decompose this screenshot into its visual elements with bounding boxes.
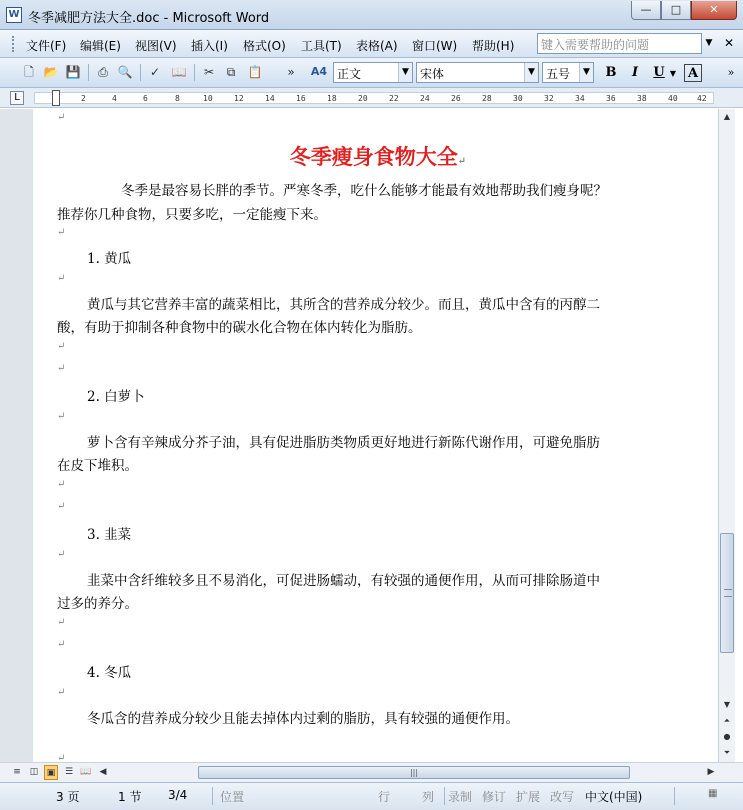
item-line-2: 在皮下堆积。 (57, 458, 138, 474)
toolbar-separator (88, 64, 89, 81)
ruler-tick: 34 (575, 94, 585, 103)
horizontal-scroll-thumb[interactable]: ||| (198, 766, 630, 779)
select-browse-object-icon[interactable]: ● (723, 732, 731, 741)
outline-view-icon[interactable]: ☰ (64, 767, 74, 777)
status-position: 位置 (220, 790, 245, 804)
help-dropdown-arrow-icon[interactable]: ▼ (705, 38, 713, 48)
reading-layout-view-icon[interactable]: 📖 (80, 767, 92, 777)
vertical-scrollbar[interactable] (718, 109, 735, 762)
bold-button[interactable]: B (605, 65, 617, 80)
toolbar-separator (140, 64, 141, 81)
font-size-select[interactable] (542, 62, 594, 83)
window-title: 冬季减肥方法大全.doc - Microsoft Word (28, 11, 270, 26)
paragraph-mark: ↵ (57, 227, 66, 238)
scroll-up-icon[interactable]: ▲ (723, 112, 731, 121)
status-line: 行 (378, 790, 391, 804)
research-icon[interactable]: 📖 (171, 65, 187, 79)
italic-button[interactable]: I (631, 65, 639, 80)
menu-help[interactable]: 帮助(H) (472, 39, 515, 53)
status-bar (0, 782, 743, 810)
maximize-button[interactable]: □ (661, 1, 691, 20)
print-layout-view-icon[interactable]: ▣ (44, 765, 58, 780)
new-document-icon[interactable]: 🗋 (24, 65, 34, 79)
menu-edit[interactable]: 编辑(E) (80, 39, 121, 53)
menu-format[interactable]: 格式(O) (243, 39, 286, 53)
paragraph-mark: ↵ (57, 639, 66, 650)
print-preview-icon[interactable]: 🔍 (117, 65, 133, 79)
status-column: 列 (422, 790, 435, 804)
style-value: 正文 (337, 67, 362, 81)
style-dropdown-arrow-icon[interactable]: ▼ (398, 63, 412, 82)
item-heading: 4. 冬瓜 (87, 665, 132, 681)
menu-window[interactable]: 窗口(W) (412, 39, 458, 53)
vertical-scroll-thumb[interactable] (720, 533, 734, 653)
status-section: 1 节 (118, 790, 142, 804)
status-separator (444, 787, 445, 805)
status-extend[interactable]: 扩展 (516, 790, 541, 804)
help-search-input[interactable]: 键入需要帮助的问题 (537, 33, 702, 54)
underline-button[interactable]: U (653, 65, 665, 80)
font-dropdown-arrow-icon[interactable]: ▼ (524, 63, 538, 82)
paragraph-mark: ↵ (57, 479, 66, 490)
title-bar (0, 0, 743, 30)
ruler-tick: 28 (482, 94, 492, 103)
menu-table[interactable]: 表格(A) (356, 39, 398, 53)
styles-formatting-icon[interactable]: A4 (310, 65, 328, 78)
save-icon[interactable]: 💾 (65, 65, 81, 79)
font-select[interactable] (416, 62, 539, 83)
paragraph-mark: ↵ (57, 341, 66, 352)
normal-view-icon[interactable]: ≡ (13, 767, 21, 777)
menu-view[interactable]: 视图(V) (135, 39, 177, 53)
scroll-right-icon[interactable]: ▶ (707, 767, 715, 777)
intro-line-1: 冬季是最容易长胖的季节。严寒冬季，吃什么能够才能最有效地帮助我们瘦身呢？ (121, 183, 607, 199)
menu-file[interactable]: 文件(F) (26, 39, 67, 53)
intro-line-2: 推荐你几种食物，只要多吃，一定能瘦下来。 (57, 207, 327, 223)
ruler-tick: 20 (358, 94, 368, 103)
item-line-1: 冬瓜含的营养成分较少且能去掉体内过剩的脂肪，具有较强的通便作用。 (87, 711, 519, 727)
font-size-dropdown-arrow-icon[interactable]: ▼ (579, 63, 593, 82)
paragraph-mark: ↵ (57, 753, 66, 762)
ruler-tick: 36 (606, 94, 616, 103)
web-layout-view-icon[interactable]: ◫ (29, 767, 39, 777)
next-page-icon[interactable]: ⏷ (723, 748, 731, 757)
horizontal-scrollbar[interactable] (0, 762, 743, 782)
paragraph-mark: ↵ (57, 411, 66, 422)
document-title-text: 冬季瘦身食物大全 (289, 144, 458, 169)
status-page: 3 页 (56, 790, 80, 804)
document-page[interactable] (33, 109, 718, 762)
ruler-tick: 40 (668, 94, 678, 103)
ruler-tick: 22 (389, 94, 399, 103)
status-page-of: 3/4 (168, 788, 188, 802)
window-controls (631, 1, 737, 20)
item-line-1: 黄瓜与其它营养丰富的蔬菜相比，其所含的营养成分较少。而且，黄瓜中含有的丙醇二 (87, 297, 600, 313)
print-icon[interactable]: ⎙ (98, 65, 108, 79)
ruler-tick: 14 (265, 94, 275, 103)
document-title (33, 141, 718, 171)
copy-icon[interactable]: ⧉ (226, 65, 236, 79)
paragraph-mark: ↵ (57, 687, 66, 698)
ruler-tick: 18 (327, 94, 337, 103)
status-record[interactable]: 录制 (448, 790, 473, 804)
paste-icon[interactable]: 📋 (247, 65, 263, 79)
style-select[interactable] (333, 62, 413, 83)
item-heading: 1. 黄瓜 (87, 251, 132, 267)
toolbar-separator (194, 64, 195, 81)
ruler-tick: 4 (112, 94, 117, 103)
open-folder-icon[interactable]: 📂 (43, 65, 59, 79)
status-separator (674, 787, 675, 805)
scroll-down-icon[interactable]: ▼ (723, 700, 731, 709)
toolbar-overflow-icon[interactable]: » (727, 66, 735, 79)
tab-stop-selector[interactable]: L (10, 91, 24, 105)
ruler-tick: 8 (175, 94, 180, 103)
status-language[interactable]: 中文(中国) (585, 790, 643, 804)
document-area[interactable] (0, 109, 718, 762)
status-revise[interactable]: 修订 (482, 790, 507, 804)
font-color-button[interactable]: A (684, 64, 702, 82)
menu-tools[interactable]: 工具(T) (301, 39, 342, 53)
ruler-tick: 6 (143, 94, 148, 103)
ruler-tick: 16 (296, 94, 306, 103)
scroll-grip-icon (724, 589, 732, 597)
paragraph-mark: ↵ (457, 156, 467, 167)
close-button[interactable]: ✕ (691, 1, 737, 20)
document-close-icon[interactable]: ✕ (724, 36, 735, 50)
status-separator (212, 787, 213, 805)
item-line-1: 萝卜含有辛辣成分芥子油，具有促进脂肪类物质更好地进行新陈代谢作用，可避免脂肪 (87, 435, 600, 451)
paragraph-mark: ↵ (57, 501, 66, 512)
spelling-check-icon[interactable]: ✓ (149, 65, 161, 79)
ruler-tick: 42 (697, 94, 707, 103)
ruler-tick: 30 (513, 94, 523, 103)
previous-page-icon[interactable]: ⏶ (723, 716, 731, 725)
font-value: 宋体 (420, 67, 445, 81)
paragraph-mark: ↵ (57, 273, 66, 284)
cut-icon[interactable]: ✂ (203, 65, 215, 79)
menu-insert[interactable]: 插入(I) (191, 39, 228, 53)
status-overtype[interactable]: 改写 (550, 790, 575, 804)
ruler-tick: 26 (451, 94, 461, 103)
paragraph-mark: ↵ (57, 617, 66, 628)
spelling-status-icon[interactable]: ▦ (708, 788, 718, 799)
ruler-track[interactable] (34, 92, 714, 104)
ruler-tick: 38 (637, 94, 647, 103)
toolbar-overflow-icon[interactable]: » (287, 65, 295, 79)
ruler-tick: 24 (420, 94, 430, 103)
paragraph-mark: ↵ (57, 549, 66, 560)
item-heading: 2. 白萝卜 (87, 389, 145, 405)
horizontal-ruler (0, 88, 743, 108)
menu-grip-icon[interactable] (12, 36, 15, 52)
ruler-tick: 2 (81, 94, 86, 103)
ruler-tick: 12 (234, 94, 244, 103)
item-heading: 3. 韭菜 (87, 527, 132, 543)
item-line-2: 过多的养分。 (57, 596, 138, 612)
paragraph-mark: ↵ (57, 363, 66, 374)
font-size-value: 五号 (546, 67, 571, 81)
paragraph-mark: ↵ (57, 112, 66, 123)
minimize-button[interactable]: — (631, 1, 661, 20)
ruler-tick: 10 (203, 94, 213, 103)
item-line-2: 酸，有助于抑制各种食物中的碳水化合物在体内转化为脂肪。 (57, 320, 422, 336)
word-app-icon[interactable]: W (6, 7, 22, 23)
scroll-left-icon[interactable]: ◀ (99, 767, 107, 777)
ruler-tick: 32 (544, 94, 554, 103)
indent-marker-icon[interactable] (52, 90, 60, 106)
underline-dropdown-arrow-icon[interactable]: ▼ (669, 68, 677, 78)
item-line-1: 韭菜中含纤维较多且不易消化，可促进肠蠕动，有较强的通便作用，从而可排除肠道中 (87, 573, 600, 589)
